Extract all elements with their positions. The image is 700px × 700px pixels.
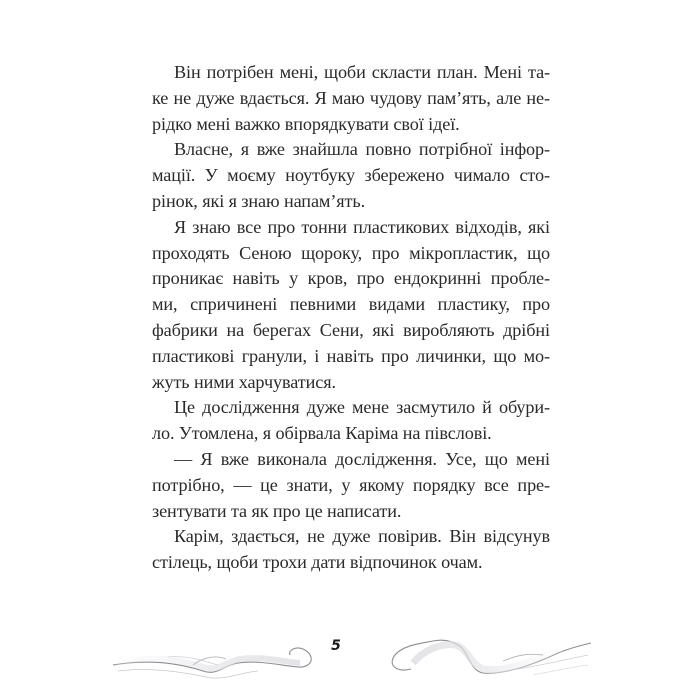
text-line: пластикові гранули, і навіть про личинки, що мо- bbox=[152, 345, 550, 366]
text-line: Він потрібен мені, щоби скласти план. Мені та- bbox=[174, 62, 550, 82]
text-line: ло. Утомлена, я обірвала Каріма на півслові. bbox=[152, 423, 492, 444]
text-line: рінок, які я знаю напам’ять. bbox=[152, 190, 366, 211]
text-line: ми, спричинені певними видами пластику, про bbox=[152, 294, 550, 315]
wave-ornament-left-icon bbox=[108, 625, 318, 685]
text-line: рідко мені важко впорядкувати свої ідеї. bbox=[152, 113, 460, 134]
text-line: фабрики на берегах Сени, які виробляють дрібні bbox=[152, 319, 550, 340]
text-line: проходять Сеною щороку, про мікропластик, що bbox=[152, 242, 550, 263]
text-line: жуть ними харчуватися. bbox=[152, 371, 336, 392]
text-line: зентувати та як про це написати. bbox=[152, 500, 402, 521]
text-line: Власне, я вже знайшла повно потрібної інфор- bbox=[174, 139, 550, 160]
page-number: 5 bbox=[331, 638, 341, 654]
text-line: Я знаю все про тонни пластикових відходів, які bbox=[174, 216, 550, 237]
text-line: Це дослідження дуже мене засмутило й обури- bbox=[174, 397, 550, 418]
text-line: ке не дуже вдається. Я маю чудову пам’ять, але не- bbox=[152, 87, 550, 108]
text-line: потрібно, — це знати, у якому порядку все пре- bbox=[152, 474, 550, 495]
text-line: — Я вже виконала дослідження. Усе, що мені bbox=[174, 448, 550, 469]
wave-ornament-right-icon bbox=[383, 625, 593, 685]
text-line: стілець, щоби трохи дати відпочинок очам. bbox=[152, 552, 483, 573]
text-line: Карім, здається, не дуже повірив. Він відсунув bbox=[174, 526, 550, 547]
text-line: проникає навіть у кров, про ендокринні пробле- bbox=[152, 268, 550, 289]
text-line: мації. У моєму ноутбуку збережено чимало сто- bbox=[152, 165, 550, 186]
body-text bbox=[152, 60, 550, 576]
